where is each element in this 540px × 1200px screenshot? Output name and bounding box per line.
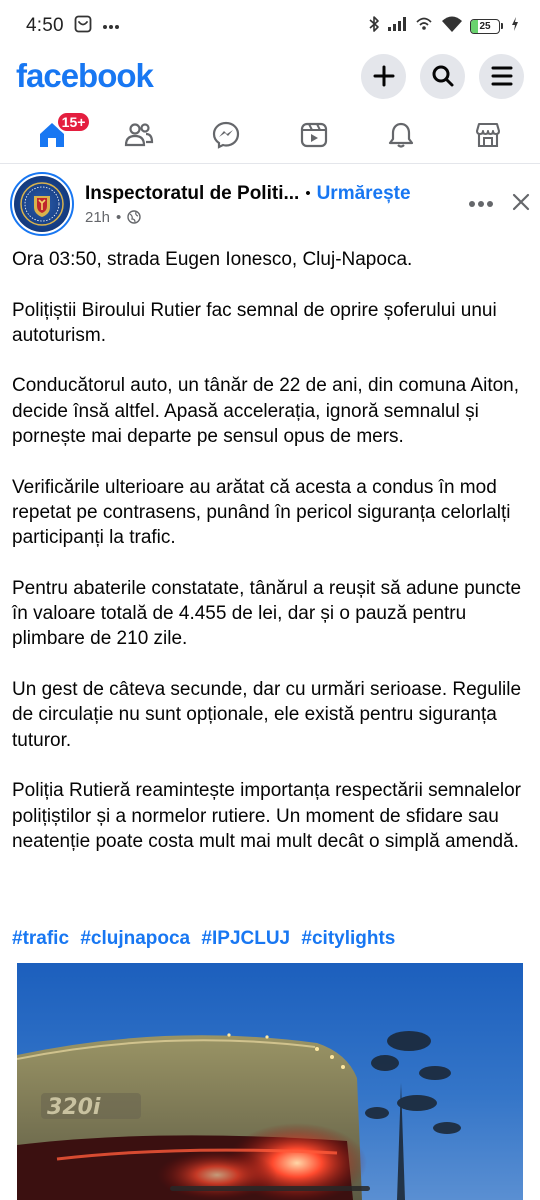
page-avatar[interactable] bbox=[10, 172, 74, 236]
name-separator: • bbox=[305, 185, 311, 202]
hashtag-link[interactable]: #clujnapoca bbox=[80, 928, 191, 949]
post-paragraph: Conducătorul auto, un tânăr de 22 de ani, din comuna Aiton, decide însă altfel. Apasă accelerația, ignoră semnalul și pornește mai departe pe sensul opus de mers. bbox=[12, 375, 520, 448]
messenger-icon bbox=[211, 120, 241, 150]
status-time: 4:50 bbox=[26, 15, 64, 36]
tab-home[interactable] bbox=[22, 108, 86, 162]
hashtag-link[interactable]: #IPJCLUJ bbox=[201, 928, 291, 949]
video-icon bbox=[299, 120, 329, 150]
car-night-photo bbox=[17, 963, 523, 1200]
home-indicator[interactable] bbox=[170, 1186, 370, 1191]
hotspot-icon bbox=[414, 15, 434, 38]
hashtag-link[interactable]: #citylights bbox=[301, 928, 396, 949]
status-bar bbox=[0, 0, 540, 52]
tab-notifications[interactable] bbox=[371, 108, 431, 162]
bluetooth-icon bbox=[368, 15, 380, 38]
wifi-icon bbox=[441, 15, 463, 38]
app-header bbox=[0, 52, 540, 100]
search-button[interactable] bbox=[420, 54, 465, 99]
post-paragraph: Poliția Rutieră reamintește importanța respectării semnalelor polițiștilor și a normelor rutiere. Un moment de sfidare sau neatenție poate costa mult mai mult decât o simplă amendă. bbox=[12, 780, 522, 852]
search-icon bbox=[431, 64, 455, 88]
tab-messenger[interactable] bbox=[196, 108, 256, 162]
globe-icon bbox=[127, 210, 141, 224]
battery-indicator bbox=[470, 19, 503, 34]
facebook-logo[interactable]: facebook bbox=[16, 57, 153, 94]
more-notifications-icon bbox=[102, 17, 120, 35]
marketplace-icon bbox=[473, 120, 503, 150]
follow-button[interactable]: Urmărește bbox=[316, 182, 411, 204]
post-paragraph: Verificările ulterioare au arătat că acesta a condus în mod repetat pe contrasens, punând în pericol siguranța celorlalți participanți la trafic. bbox=[12, 476, 511, 549]
post-options-button[interactable] bbox=[468, 195, 494, 213]
create-button[interactable] bbox=[361, 54, 406, 99]
plus-icon bbox=[373, 65, 395, 87]
post-paragraph: Ora 03:50, strada Eugen Ionesco, Cluj-Napoca. bbox=[12, 249, 413, 270]
time-separator: • bbox=[116, 208, 122, 226]
tab-video[interactable] bbox=[284, 108, 344, 162]
post-photo[interactable] bbox=[17, 963, 523, 1200]
signal-icon bbox=[387, 16, 407, 37]
page-name[interactable]: Inspectoratul de Politi... bbox=[85, 182, 300, 204]
battery-level: 25 bbox=[479, 20, 491, 32]
more-horizontal-icon bbox=[468, 200, 494, 208]
menu-button[interactable] bbox=[479, 54, 524, 99]
bell-icon bbox=[386, 120, 416, 150]
tab-bar bbox=[0, 106, 540, 164]
post-paragraph: Polițiștii Biroului Rutier fac semnal de oprire șoferului unui autoturism. bbox=[12, 299, 497, 346]
post-header bbox=[0, 166, 540, 242]
tab-marketplace[interactable] bbox=[458, 108, 518, 162]
hashtag-row bbox=[12, 928, 401, 950]
charging-icon bbox=[510, 16, 520, 37]
notification-badge: 15+ bbox=[56, 111, 92, 133]
hashtag-link[interactable]: #trafic bbox=[12, 928, 70, 949]
post-paragraph: Pentru abaterile constatate, tânărul a reușit să adune puncte în valoare totală de 4.455 de lei, dar și o pauză pentru plimbare de 210 zile. bbox=[12, 577, 522, 650]
post-text bbox=[12, 247, 532, 854]
menu-icon bbox=[490, 65, 514, 87]
app-notification-icon bbox=[74, 15, 92, 38]
model-badge: 320i bbox=[47, 1095, 101, 1120]
post-paragraph: Un gest de câteva secunde, dar cu urmări serioase. Regulile de circulație nu sunt opționale, ele există pentru siguranța tuturor. bbox=[12, 679, 522, 751]
close-icon bbox=[512, 193, 530, 211]
friends-icon bbox=[124, 120, 154, 150]
tab-friends[interactable] bbox=[109, 108, 169, 162]
post-time[interactable]: 21h bbox=[85, 208, 111, 226]
battery-fill bbox=[471, 20, 478, 33]
police-crest-icon bbox=[19, 181, 65, 227]
hide-post-button[interactable] bbox=[512, 193, 530, 216]
